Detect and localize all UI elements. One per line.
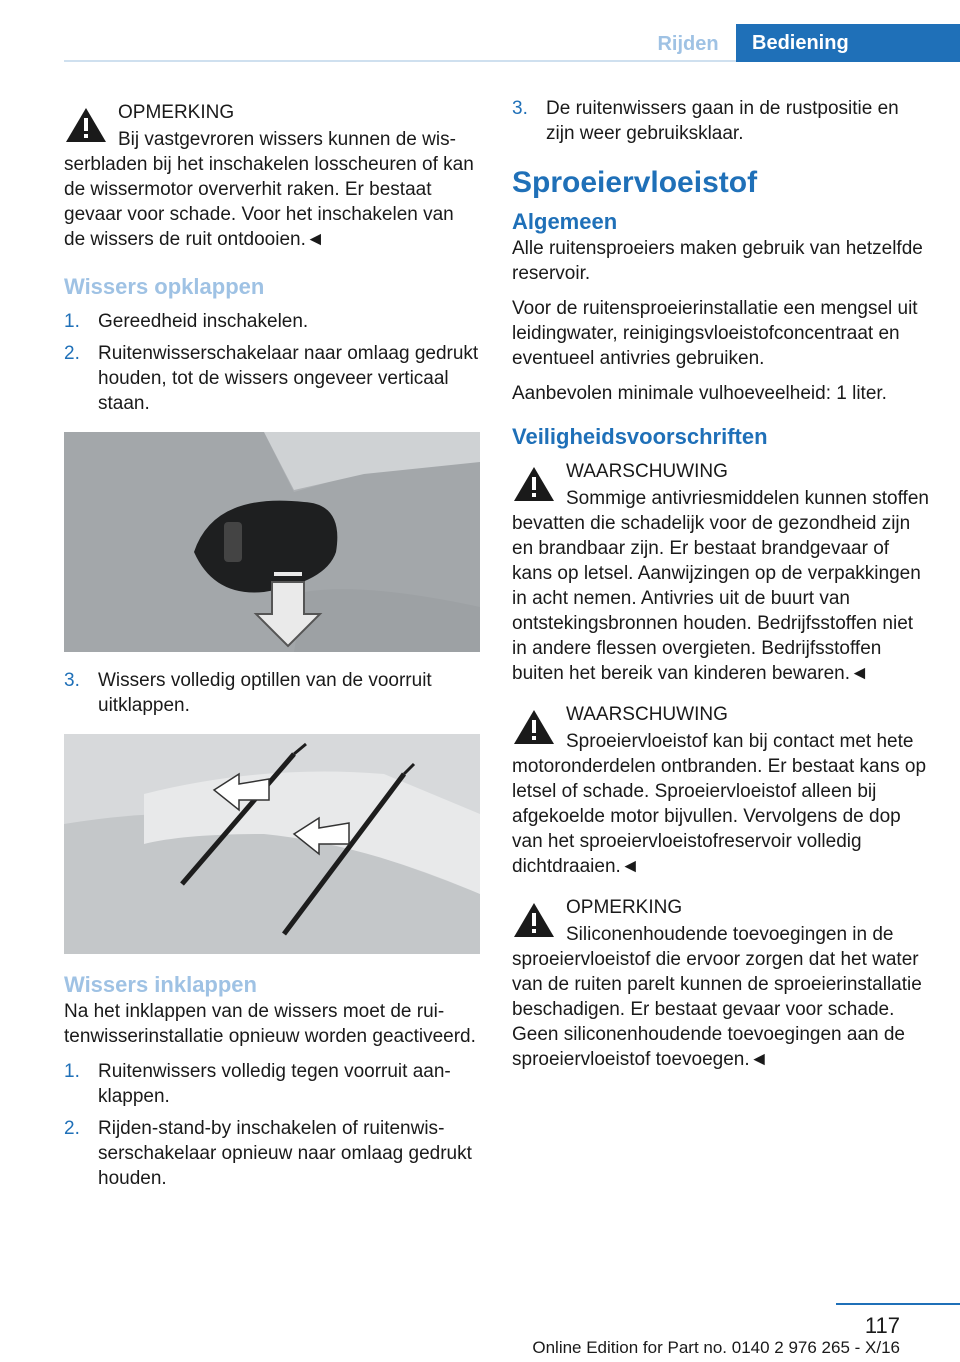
- note-silicone: [512, 895, 932, 1072]
- paragraph: Voor de ruitensproeierinstallatie een mengsel uit leidingwater, reinigingsvloeistofconcentraat en eventueel antivries gebruiken.: [512, 298, 918, 369]
- heading-sproeiervloeistof: Sproeiervloeistof: [512, 166, 758, 199]
- step-text: Gereedheid inschakelen.: [98, 311, 309, 332]
- warning-icon: [512, 465, 556, 503]
- step-text: Ruitenwisserschakelaar naar omlaag gedrukt houden, tot de wissers ongeveer verticaal staan.: [98, 343, 479, 414]
- warning-text: Sproeiervloeistof kan bij contact met hete motoronderdelen ontbranden. Er bestaat kans op letsel of schade. Sproeiervloeistof alleen bij afgekoelde motor bijvullen. Vervolgens de dop van het sproeiervloeistofreservoir volledig dichtdraaien.◄: [512, 731, 927, 877]
- heading-wissers-opklappen: Wissers opklappen: [64, 274, 265, 299]
- warning-label: WAARSCHUWING: [566, 461, 728, 482]
- warning-icon: [64, 106, 108, 144]
- list-item: [64, 341, 480, 416]
- steps-fold-up: [64, 309, 480, 416]
- note-text: Siliconenhoudende toevoegingen in de sproeiervloeistof die ervoor zorgen dat het water van de ruiten parelt kunnen de sproeierinstallatie beschadigen. Er bestaat gevaar voor schade. Geen siliconenhoudende toevoegingen aan de sproeiervloeistof toevoegen.◄: [512, 924, 922, 1070]
- step-text: Wissers volledig optillen van de voorruit uitklappen.: [98, 670, 432, 716]
- warning-icon: [512, 708, 556, 746]
- heading-veiligheidsvoorschriften: Veiligheidsvoorschriften: [512, 424, 768, 449]
- list-item: [64, 668, 480, 718]
- fold-in-intro: Na het inklappen van de wissers moet de ruitenwisserinstallatie opnieuw worden geactiveerd.: [64, 1001, 476, 1047]
- tab-bediening-label: Bediening: [752, 32, 849, 54]
- step-text: De ruitenwissers gaan in de rustpositie en zijn weer gebruiksklaar.: [546, 98, 899, 144]
- list-item: [64, 1116, 480, 1191]
- warning-antifreeze: [512, 459, 932, 686]
- tab-bediening[interactable]: [736, 24, 960, 62]
- paragraph: Aanbevolen minimale vulhoeveelheid: 1 liter.: [512, 383, 887, 404]
- steps-fold-up-cont: [64, 668, 480, 718]
- warning-icon: [512, 901, 556, 939]
- step-text: Rijden-stand-by inschakelen of ruitenwisserschakelaar opnieuw naar omlaag gedrukt houden.: [98, 1118, 472, 1189]
- list-item: [64, 309, 480, 334]
- note-text: Bij vastgevroren wissers kunnen de wisserbladen bij het inschakelen losscheuren of kan de wissermotor oververhit raken. Er bestaat gevaar voor schade. Voor het inschakelen van de wissers de ruit ontdooien.◄: [64, 129, 474, 250]
- warning-text: Sommige antivriesmiddelen kunnen stoffen bevatten die schadelijk voor de gezondheid zijn en brandbaar zijn. Er bestaat brandgevaar of kans op letsel. Aanwijzingen op de verpakkingen in acht nemen. Antivries uit de buurt van ontstekingsbronnen houden. Bedrijfsstoffen niet in andere flessen overgieten. Bedrijfsstoffen buiten het bereik van kinderen bewaren.◄: [512, 488, 929, 684]
- note-label: OPMERKING: [566, 897, 683, 918]
- step-text: Ruitenwissers volledig tegen voorruit aanklappen.: [98, 1061, 451, 1107]
- tab-rijden[interactable]: Rijden: [657, 33, 719, 55]
- note-label: OPMERKING: [118, 102, 235, 123]
- heading-wissers-inklappen: Wissers inklappen: [64, 972, 257, 997]
- warning-label: WAARSCHUWING: [566, 704, 728, 725]
- steps-fold-up-end: [512, 96, 932, 146]
- paragraph: Alle ruitensproeiers maken gebruik van hetzelfde reservoir.: [512, 238, 923, 284]
- note-frozen-wipers: [64, 100, 480, 252]
- edition-text: Online Edition for Part no. 0140 2 976 265 - X/16: [532, 1338, 900, 1357]
- heading-algemeen: Algemeen: [512, 209, 618, 234]
- list-item: [512, 96, 932, 146]
- footer-rule: [836, 1303, 960, 1305]
- step-number: 3.: [64, 670, 80, 691]
- list-item: [64, 1059, 480, 1109]
- step-number: 3.: [512, 98, 528, 119]
- wipers-raised-photo: [64, 734, 480, 954]
- wiper-switch-photo: [64, 432, 480, 652]
- right-column: [512, 96, 932, 1082]
- step-number: 2.: [64, 1118, 80, 1139]
- step-number: 2.: [64, 343, 80, 364]
- page-number: 117: [864, 1313, 900, 1338]
- step-number: 1.: [64, 311, 80, 332]
- warning-hot-engine: [512, 702, 932, 879]
- step-number: 1.: [64, 1061, 80, 1082]
- steps-fold-in: [64, 1059, 480, 1191]
- left-column: [64, 96, 480, 1199]
